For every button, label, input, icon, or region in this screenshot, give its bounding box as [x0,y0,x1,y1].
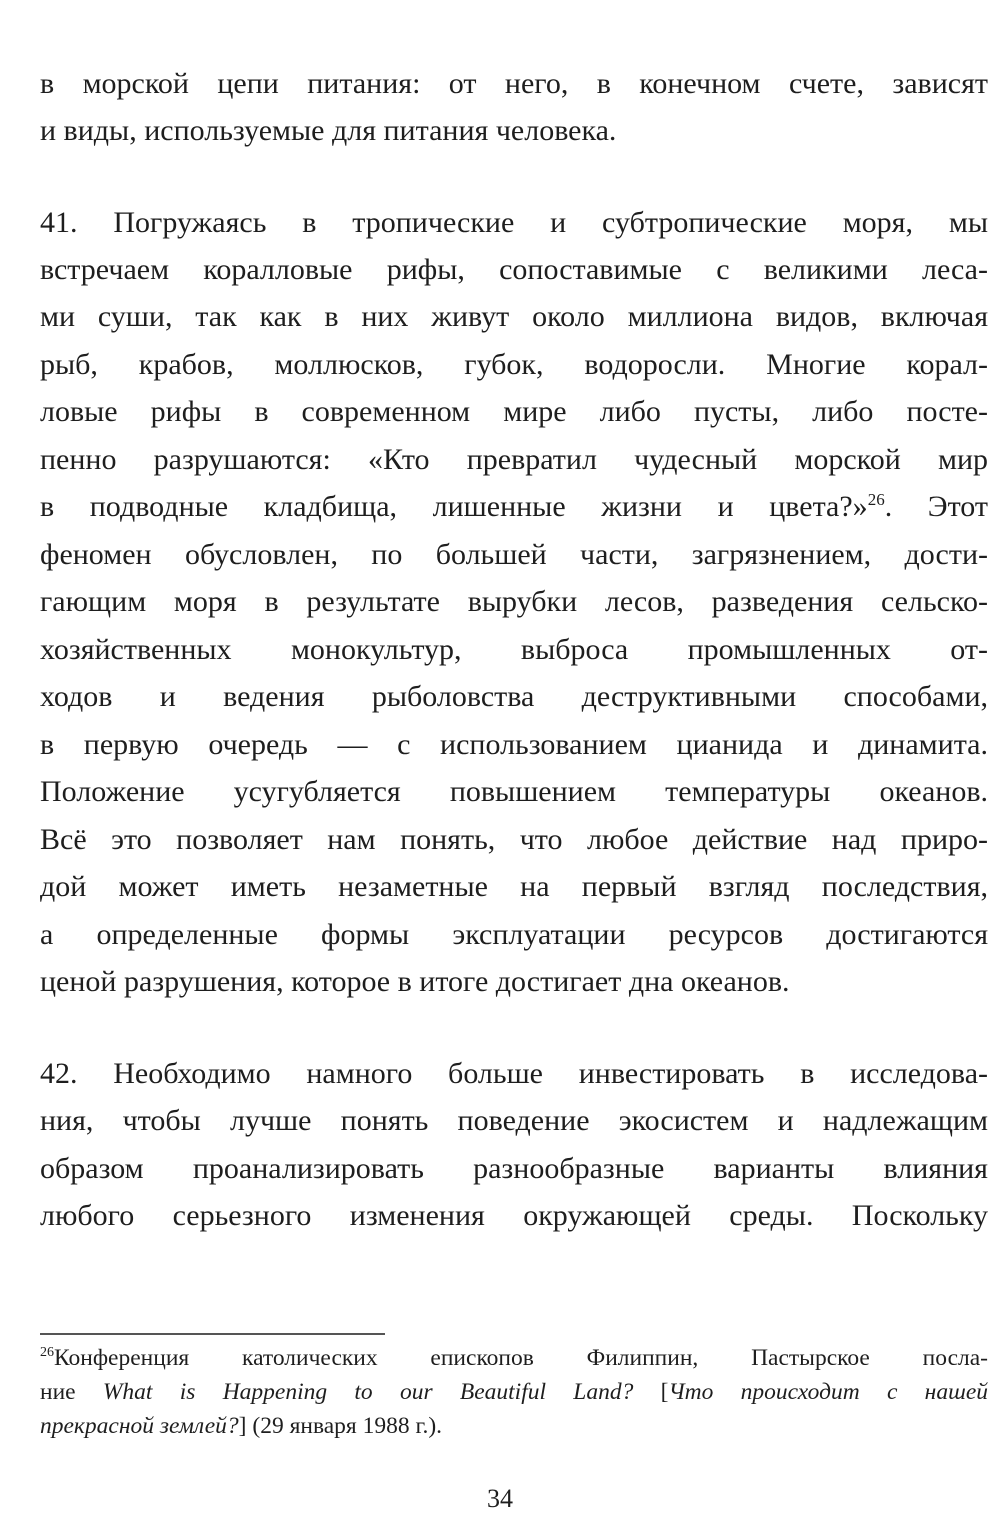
text-line: а определенные формы эксплуатации ресурсов достигаются [40,918,988,951]
text-line: 42. Необходимо намного больше инвестировать в исследова- [40,1057,988,1090]
footnote-italic-translation: Что происходит с нашей [668,1379,988,1405]
page-number: 34 [487,1484,513,1513]
text-line: и виды, используемые для питания человека. [40,114,617,147]
text-fragment: . Этот [884,490,989,523]
text-line: гающим моря в результате вырубки лесов, разведения сельско- [40,585,988,618]
text-fragment: в подводные кладбища, лишенные жизни и цвета?» [40,490,868,523]
footnote-text: ] (29 января 1988 г.). [238,1413,443,1439]
text-line: феномен обусловлен, по большей части, загрязнением, дости- [40,538,988,571]
footnote-line [40,1375,988,1409]
text-line: в морской цепи питания: от него, в конечном счете, зависят [40,67,988,100]
text-line: ловые рифы в современном мире либо пусты, либо посте- [40,395,988,428]
text-line: образом проанализировать разнообразные варианты влияния [40,1152,988,1185]
footnote-text: ние [40,1379,103,1405]
text-line: ходов и ведения рыболовства деструктивными способами, [40,680,988,713]
text-line: ми суши, так как в них живут около миллиона видов, включая [40,300,988,333]
text-line: рыб, крабов, моллюсков, губок, водоросли. Многие корал- [40,348,988,381]
text-line: 41. Погружаясь в тропические и субтропические моря, мы [40,206,988,239]
text-line: встречаем коралловые рифы, сопоставимые с великими леса- [40,253,988,286]
footnote-italic-translation: прекрасной землей? [40,1413,239,1439]
text-line: дой может иметь незаметные на первый взгляд последствия, [40,870,988,903]
footnote-separator [40,1333,385,1335]
text-line: в первую очередь — с использованием цианида и динамита. [40,728,988,761]
text-line: ценой разрушения, которое в итоге достигает дна океанов. [40,965,790,998]
footnote-line [40,1341,988,1375]
text-line: ния, чтобы лучше понять поведение экосистем и надлежащим [40,1104,988,1137]
footnote-text: [ [633,1379,669,1405]
text-line: пенно разрушаются: «Кто превратил чудесный морской мир [40,443,988,476]
footnote-text: Конференция католических епископов Филиппин, Пастырское посла- [54,1345,988,1371]
text-line-with-footnote-ref [40,483,988,531]
text-line: хозяйственных монокультур, выброса промышленных от- [40,633,988,666]
footnote-italic-title: What is Happening to our Beautiful Land? [102,1379,634,1405]
text-line: любого серьезного изменения окружающей среды. Поскольку [40,1199,988,1232]
footnote-line [40,1409,988,1443]
footnote-number: 26 [40,1345,54,1361]
footnote-ref: 26 [867,490,885,509]
text-line: Всё это позволяет нам понять, что любое действие над приро- [40,823,988,856]
text-line: Положение усугубляется повышением температуры океанов. [40,775,988,808]
